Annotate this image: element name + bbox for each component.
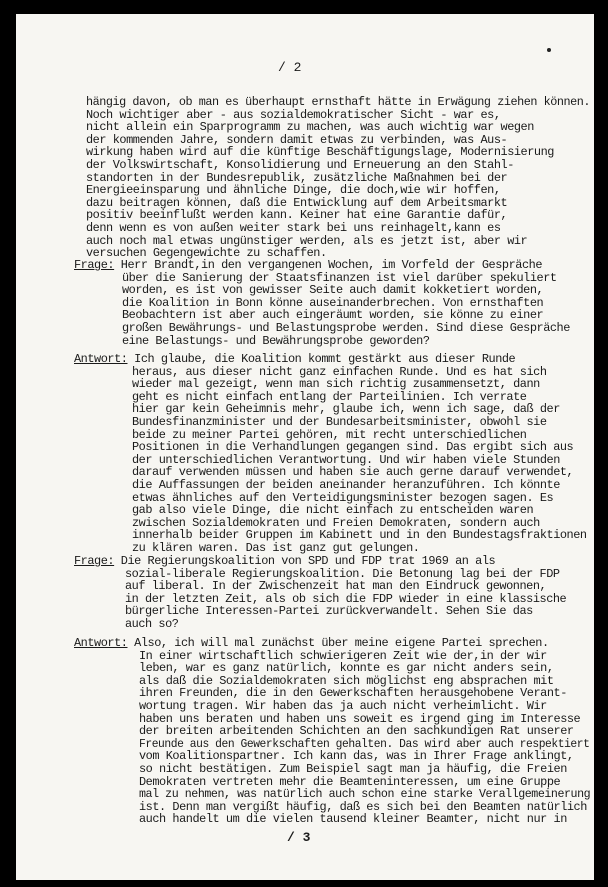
text-line: Freunde aus den Gewerkschaften gehalten. Das wird aber auch respektiert bbox=[139, 736, 590, 751]
text-line: beide zu meiner Partei gehören, mit recht unterschiedlichen bbox=[132, 427, 527, 442]
text-line: auch so? bbox=[125, 617, 179, 631]
text-line-content: Also, ich will mal zunächst über meine eigene Partei sprechen. bbox=[127, 636, 549, 650]
text-line: als daß die Sozialdemokraten sich möglichst eng absprachen mit bbox=[139, 673, 554, 688]
text-line: nicht allein ein Sparprogramm zu machen, was auch wichtig war wegen bbox=[86, 120, 534, 135]
text-line: hier gar kein Geheimnis mehr, glaube ich, wenn ich sage, daß der bbox=[132, 402, 560, 417]
text-line: bürgerliche Interessen-Partei zurückverwandelt. Sehen Sie das bbox=[125, 604, 533, 619]
text-line: Energieeinsparung und ähnliche Dinge, die doch,wie wir hoffen, bbox=[86, 183, 501, 198]
text-line-content: Ich glaube, die Koalition kommt gestärkt aus dieser Runde bbox=[127, 352, 516, 366]
text-line: wirkung haben wird auf die künftige Beschäftigungslage, Modernisierung bbox=[86, 145, 554, 160]
text-line: sozial-liberale Regierungskoalition. Die Betonung lag bei der FDP bbox=[125, 566, 560, 581]
text-line bbox=[74, 637, 549, 650]
text-line: innerhalb beider Gruppen im Kabinett und in den Bundestagsfraktionen bbox=[132, 528, 587, 543]
text-line: wortung tragen. Wir haben das ja auch nicht verheimlicht. Wir bbox=[139, 699, 547, 713]
text-line: Positionen in die Verhandlungen gegangen sind. Das ergibt sich aus bbox=[132, 440, 574, 455]
text-line: wieder mal gezeigt, wenn man sich richtig zusammensetzt, dann bbox=[132, 377, 540, 392]
text-line: haben uns beraten und haben uns soweit es irgend ging im Interesse bbox=[139, 711, 581, 726]
text-line bbox=[74, 259, 542, 272]
text-line: ist. Denn man vergißt häufig, daß es sich bei den Beamten natürlich bbox=[139, 799, 587, 814]
text-line: so nicht bestätigen. Zum Beispiel sagt man ja häufig, die Freien bbox=[139, 762, 567, 776]
text-line: Bundesfinanzminister und der Bundesarbeitsminister, obwohl sie bbox=[132, 415, 547, 429]
text-line-content: Die Regierungskoalition von SPD und FDP trat 1969 an als bbox=[114, 554, 496, 568]
text-line: In einer wirtschaftlich schwierigeren Zeit wie der,in der wir bbox=[139, 648, 547, 663]
page-number-bottom: / 3 bbox=[287, 830, 311, 845]
text-line: etwas ähnliches auf den Verteidigungsminister bezogen sagen. Es bbox=[132, 490, 554, 505]
text-line: leben, war es ganz natürlich, konnte es gar nicht anders sein, bbox=[139, 661, 554, 676]
text-line: standorten in der Bundesrepublik, zusätzliche Maßnahmen bei der bbox=[86, 170, 508, 185]
text-line: die Auffassungen der beiden aneinander heranzuführen. Ich könnte bbox=[132, 478, 560, 492]
text-line: heraus, aus dieser nicht ganz einfachen Runde. Und es hat sich bbox=[132, 364, 547, 379]
speaker-label: Antwort: bbox=[74, 352, 128, 366]
text-line: geht es nicht einfach entlang der Parteilinien. Ich verrate bbox=[132, 389, 527, 404]
text-line: die Koalition in Bonn könne auseinanderbrechen. Von ernsthaften bbox=[122, 295, 544, 310]
text-line: der kommenden Jahre, sondern damit etwas zu verbinden, was Aus- bbox=[86, 132, 508, 147]
speaker-label: Frage: bbox=[74, 258, 115, 272]
text-line: der unterschiedlichen Verantwortung. Und wir haben viele Stunden bbox=[132, 452, 560, 467]
text-line-content: Herr Brandt,in den vergangenen Wochen, im Vorfeld der Gespräche bbox=[114, 258, 542, 272]
document-page bbox=[16, 14, 594, 880]
text-line: denn wenn es von außen weiter stark bei uns reinhagelt,kann es bbox=[86, 221, 501, 235]
speaker-label: Frage: bbox=[74, 554, 115, 568]
text-line: dazu beitragen können, daß die Entwicklung auf dem Arbeitsmarkt bbox=[86, 195, 508, 210]
text-line: positiv beeinflußt werden kann. Keiner hat eine Garantie dafür, bbox=[86, 208, 508, 223]
text-line: Noch wichtiger aber - aus sozialdemokratischer Sicht - war es, bbox=[86, 107, 501, 122]
text-line: mal zu nehmen, was natürlich auch schon eine starke Verallgemeinerung bbox=[139, 787, 591, 802]
speaker-label: Antwort: bbox=[74, 636, 128, 650]
text-line: ihren Freunden, die in den Gewerkschaften herausgehobene Verant- bbox=[139, 686, 567, 701]
text-line: über die Sanierung der Staatsfinanzen ist viel darüber spekuliert bbox=[122, 270, 557, 285]
text-line: darauf verwenden müssen und haben sie auch gerne darauf verwendet, bbox=[132, 465, 574, 480]
text-line: großen Bewährungs- und Belastungsprobe werden. Sind diese Gespräche bbox=[122, 321, 570, 335]
text-line: der Volkswirtschaft, Konsolidierung und Erneuerung an den Stahl- bbox=[86, 158, 514, 172]
text-line: auch handelt um die vielen tausend kleiner Beamter, nicht nur in bbox=[139, 812, 567, 827]
text-line: zu klären waren. Das ist ganz gut gelungen. bbox=[132, 541, 420, 555]
text-line: der breiten arbeitenden Schichten an den sachkundigen Rat unserer bbox=[139, 724, 574, 739]
text-line bbox=[74, 555, 495, 568]
text-line: auf liberal. In der Zwischenzeit hat man den Eindruck gewonnen, bbox=[125, 579, 547, 594]
text-line: eine Belastungs- und Bewährungsprobe geworden? bbox=[122, 333, 430, 348]
text-line: hängig davon, ob man es überhaupt ernsthaft hätte in Erwägung ziehen können. bbox=[86, 95, 591, 109]
text-line: Beobachtern ist aber auch eingeräumt worden, sie könne zu einer bbox=[122, 308, 544, 323]
text-line: worden, es ist von gewisser Seite auch damit kokketiert worden, bbox=[122, 283, 544, 298]
text-line: vom Koalitionspartner. Ich kann das, was in Ihrer Frage anklingt, bbox=[139, 749, 574, 764]
text-line bbox=[74, 353, 515, 366]
speck-mark bbox=[547, 48, 551, 52]
page-number-top: / 2 bbox=[278, 60, 302, 75]
text-line: versuchen Gegengewichte zu schaffen. bbox=[86, 246, 327, 261]
text-line: in der letzten Zeit, als ob sich die FDP wieder in eine klassische bbox=[125, 591, 567, 606]
text-line: gab also viele Dinge, die nicht einfach zu entscheiden waren bbox=[132, 503, 534, 518]
text-line: zwischen Sozialdemokraten und Freien Demokraten, sondern auch bbox=[132, 515, 540, 530]
text-line: Demokraten vertreten mehr die Beamteninteressen, um eine Gruppe bbox=[139, 774, 561, 789]
text-line: auch noch mal etwas ungünstiger werden, als es jetzt ist, aber wir bbox=[86, 233, 528, 248]
